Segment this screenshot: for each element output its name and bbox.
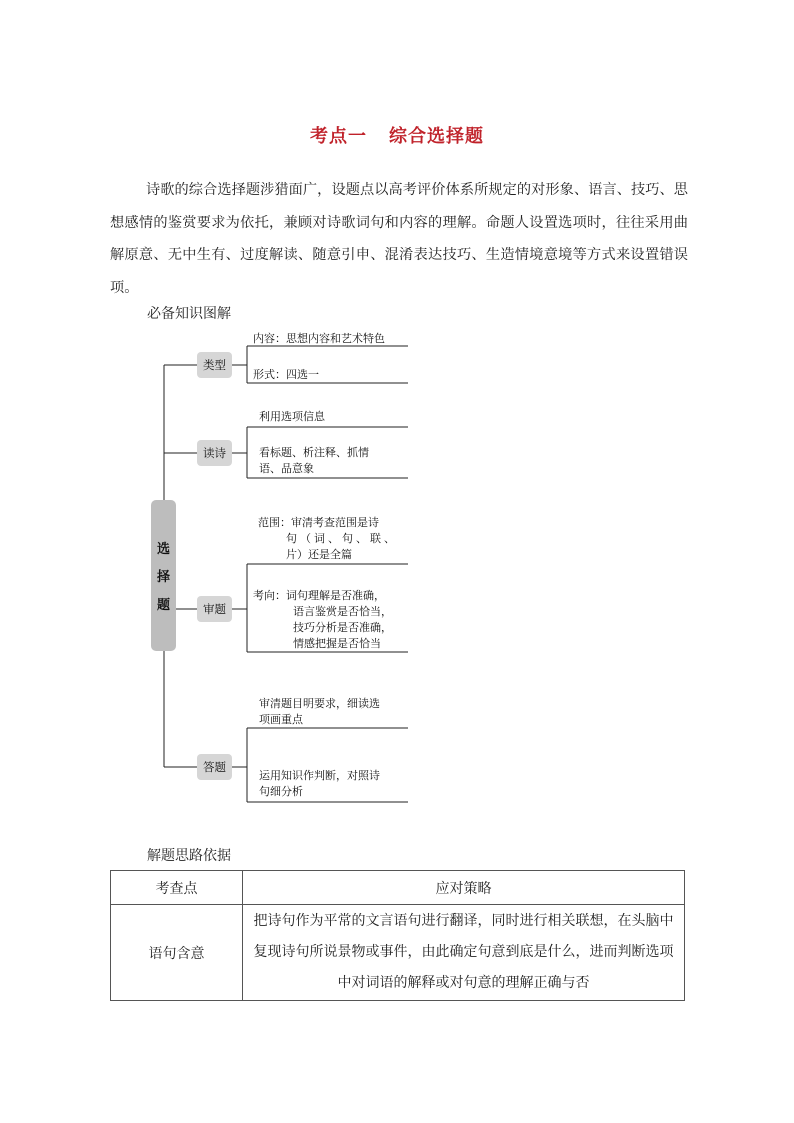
leaf-shenti-2a: 考向：词句理解是否准确，	[253, 589, 385, 602]
leaf-dushi-2a: 看标题、析注释、抓情	[259, 446, 369, 459]
header-point: 考查点	[111, 871, 243, 905]
leaf-dati-1a: 审清题目明要求，细读选	[259, 697, 380, 710]
leaf-shenti-2c: 技巧分析是否准确，	[293, 621, 392, 634]
root-node-xuanzeti	[151, 500, 176, 651]
intro-paragraph: 诗歌的综合选择题涉猎面广，设题点以高考评价体系所规定的对形象、语言、技巧、思想感情的鉴赏要求为依托，兼顾对诗歌词句和内容的理解。命题人设置选项时，往往采用曲解原意、无中生有、过度解读、随意引申、混淆表达技巧、生造情境意境等方式来设置错误项。	[110, 182, 688, 296]
branch-node-shenti: 审题	[197, 596, 232, 622]
title-part-1: 考点一	[310, 126, 367, 147]
root-char-3: 题	[156, 598, 170, 613]
leaf-dushi-1: 利用选项信息	[259, 410, 325, 423]
leaf-shenti-1a: 范围：审清考查范围是诗	[258, 516, 379, 529]
table-label: 解题思路依据	[147, 848, 231, 864]
table-row	[111, 905, 685, 1001]
leaf-dushi-2b: 语、品意象	[259, 462, 314, 475]
cell-strategy: 把诗句作为平常的文言语句进行翻译，同时进行相关联想，在头脑中复现诗句所说景物或事件，由此确定句意到底是什么，进而判断选项中对词语的解释或对句意的理解正确与否	[243, 905, 685, 1001]
diagram-label: 必备知识图解	[147, 306, 231, 322]
root-char-2: 择	[156, 570, 170, 585]
leaf-dati-1b: 项画重点	[259, 713, 303, 726]
title-part-2: 综合选择题	[389, 126, 484, 147]
leaf-leixing-content: 内容：思想内容和艺术特色	[253, 332, 385, 345]
leaf-dati-2a: 运用知识作判断，对照诗	[259, 769, 380, 782]
root-char-1: 选	[156, 542, 170, 557]
header-strategy: 应对策略	[243, 871, 685, 905]
leaf-shenti-2b: 语言鉴赏是否恰当，	[293, 605, 392, 618]
branch-node-dati: 答题	[197, 754, 232, 780]
leaf-dati-2b: 句细分析	[259, 785, 303, 798]
cell-point: 语句含意	[111, 905, 243, 1001]
leaf-shenti-1c: 片）还是全篇	[286, 548, 352, 561]
table-header-row	[111, 871, 685, 905]
leaf-shenti-2d: 情感把握是否恰当	[293, 637, 381, 650]
branch-node-leixing: 类型	[197, 352, 232, 378]
strategy-table	[110, 870, 685, 1001]
leaf-leixing-form: 形式：四选一	[253, 368, 319, 381]
leaf-shenti-1b: 句（词、句、联、	[286, 532, 398, 545]
branch-node-dushi: 读诗	[197, 440, 232, 466]
